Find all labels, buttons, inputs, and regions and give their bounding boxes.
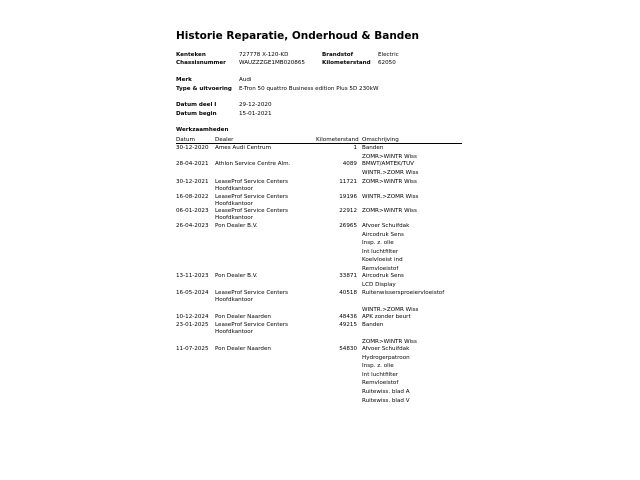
datum-begin-label: Datum begin xyxy=(176,111,217,117)
header-kilometerstand: Kilometerstand xyxy=(316,137,359,143)
row-dealer: Hoofdkantoor xyxy=(215,201,254,207)
row-kilometerstand: 19196 xyxy=(339,194,357,200)
row-dealer: LeaseProf Service Centers xyxy=(215,194,289,200)
row-omschrijving: BMWT/AMTEK/TUV xyxy=(362,161,414,167)
row-kilometerstand: 11721 xyxy=(339,179,357,185)
header-omschrijving: Omschrijving xyxy=(362,137,399,143)
row-omschrijving: Ruitewiss. blad V xyxy=(362,397,410,404)
row-date: 11-07-2025 xyxy=(176,346,209,352)
row-dealer: LeaseProf Service Centers xyxy=(215,208,289,214)
row-omschrijving: Insp. z. olie xyxy=(362,240,394,247)
row-omschrijving: APK zonder beurt xyxy=(362,314,411,320)
row-omschrijving: ZOMR>WINTR Wiss xyxy=(362,179,417,185)
row-omschrijving: Afvoer Schuifdak xyxy=(362,223,410,229)
page-title: Historie Reparatie, Onderhoud & Banden xyxy=(176,30,419,42)
kenteken-label: Kenteken xyxy=(176,52,206,58)
row-date: 16-08-2022 xyxy=(176,194,209,200)
row-dealer: LeaseProf Service Centers xyxy=(215,322,289,328)
row-omschrijving: WINTR.>ZOMR Wiss xyxy=(362,307,419,314)
row-dealer: LeaseProf Service Centers xyxy=(215,290,289,296)
row-omschrijving: Insp. z. olie xyxy=(362,363,394,370)
row-date: 10-12-2024 xyxy=(176,314,209,320)
row-date: 23-01-2025 xyxy=(176,322,209,328)
row-date: 16-05-2024 xyxy=(176,290,209,296)
row-omschrijving: LCD Display xyxy=(362,281,396,288)
row-omschrijving: Banden xyxy=(362,322,384,328)
row-kilometerstand: 49215 xyxy=(339,322,357,328)
row-date: 28-04-2021 xyxy=(176,161,209,167)
header-datum: Datum xyxy=(176,137,195,143)
row-dealer: LeaseProf Service Centers xyxy=(215,179,289,185)
row-date: 06-01-2023 xyxy=(176,208,209,214)
header-dealer: Dealer xyxy=(215,137,234,143)
datum-deel1-label: Datum deel I xyxy=(176,102,217,108)
row-dealer: Hoofdkantoor xyxy=(215,297,254,303)
row-dealer: Hoofdkantoor xyxy=(215,186,254,192)
row-kilometerstand: 4089 xyxy=(342,161,357,167)
row-omschrijving: Ruitewiss. blad A xyxy=(362,389,410,395)
section-title: Werkzaamheden xyxy=(176,127,229,133)
kilometerstand-label: Kilometerstand xyxy=(322,60,371,66)
merk-value: Audi xyxy=(239,77,252,83)
row-omschrijving: Ruitenwissersproeiervloeistof xyxy=(362,290,445,296)
row-omschrijving: WINTR.>ZOMR Wiss xyxy=(362,194,419,200)
row-omschrijving: Aircodruk Sens xyxy=(362,273,404,279)
row-omschrijving: ZOMR>WINTR Wiss xyxy=(362,339,417,346)
chassis-label: Chassisnummer xyxy=(176,60,226,66)
type-value: E-Tron 50 quattro Business edition Plus 5D 230kW xyxy=(239,86,379,92)
row-omschrijving: Afvoer Schuifdak xyxy=(362,346,410,352)
row-date: 30-12-2021 xyxy=(176,179,209,185)
row-kilometerstand: 54830 xyxy=(339,346,357,352)
row-dealer: Ames Audi Centrum xyxy=(215,145,272,151)
row-dealer: Hoofdkantoor xyxy=(215,329,254,335)
row-omschrijving: Banden xyxy=(362,145,384,151)
brandstof-label: Brandstof xyxy=(322,52,354,58)
row-kilometerstand: 48436 xyxy=(339,314,357,320)
row-dealer: Pon Dealer Naarden xyxy=(215,314,271,320)
row-dealer: Athlon Service Centre Alm. xyxy=(215,161,291,167)
row-date: 30-12-2020 xyxy=(176,145,209,151)
row-omschrijving: ZOMR>WINTR Wiss xyxy=(362,208,417,214)
row-dealer: Pon Dealer B.V. xyxy=(215,273,258,279)
row-kilometerstand: 1 xyxy=(353,145,357,151)
row-dealer: Pon Dealer B.V. xyxy=(215,223,258,229)
kenteken-value: 727778 X-120-KD xyxy=(239,52,289,58)
row-kilometerstand: 33871 xyxy=(339,273,357,279)
row-omschrijving: ZOMR>WINTR Wiss xyxy=(362,153,417,160)
row-dealer: Hoofdkantoor xyxy=(215,215,254,221)
chassis-value: WAUZZZGE1MB020865 xyxy=(239,60,305,66)
row-omschrijving: Remvloeistof xyxy=(362,266,399,272)
row-date: 13-11-2023 xyxy=(176,273,209,279)
row-date: 26-04-2023 xyxy=(176,223,209,229)
row-omschrijving: Int luchtfilter xyxy=(362,371,399,378)
row-omschrijving: Aircodruk Sens xyxy=(362,231,404,238)
row-omschrijving: Int luchtfilter xyxy=(362,248,399,255)
type-label: Type & uitvoering xyxy=(176,86,232,92)
row-kilometerstand: 40518 xyxy=(339,290,357,296)
kilometerstand-value: 62050 xyxy=(378,60,396,66)
row-dealer: Pon Dealer Naarden xyxy=(215,346,271,352)
row-omschrijving: Hydrogerpatroon xyxy=(362,354,410,361)
datum-begin-value: 15-01-2021 xyxy=(239,111,272,117)
merk-label: Merk xyxy=(176,77,192,83)
brandstof-value: Electric xyxy=(378,52,399,58)
row-omschrijving: Remvloeistof xyxy=(362,380,399,387)
datum-deel1-value: 29-12-2020 xyxy=(239,102,272,108)
row-kilometerstand: 26965 xyxy=(339,223,357,229)
row-omschrijving: Koelvloeist ind xyxy=(362,257,403,264)
row-omschrijving: WINTR.>ZOMR Wiss xyxy=(362,169,419,176)
row-kilometerstand: 22912 xyxy=(339,208,357,214)
